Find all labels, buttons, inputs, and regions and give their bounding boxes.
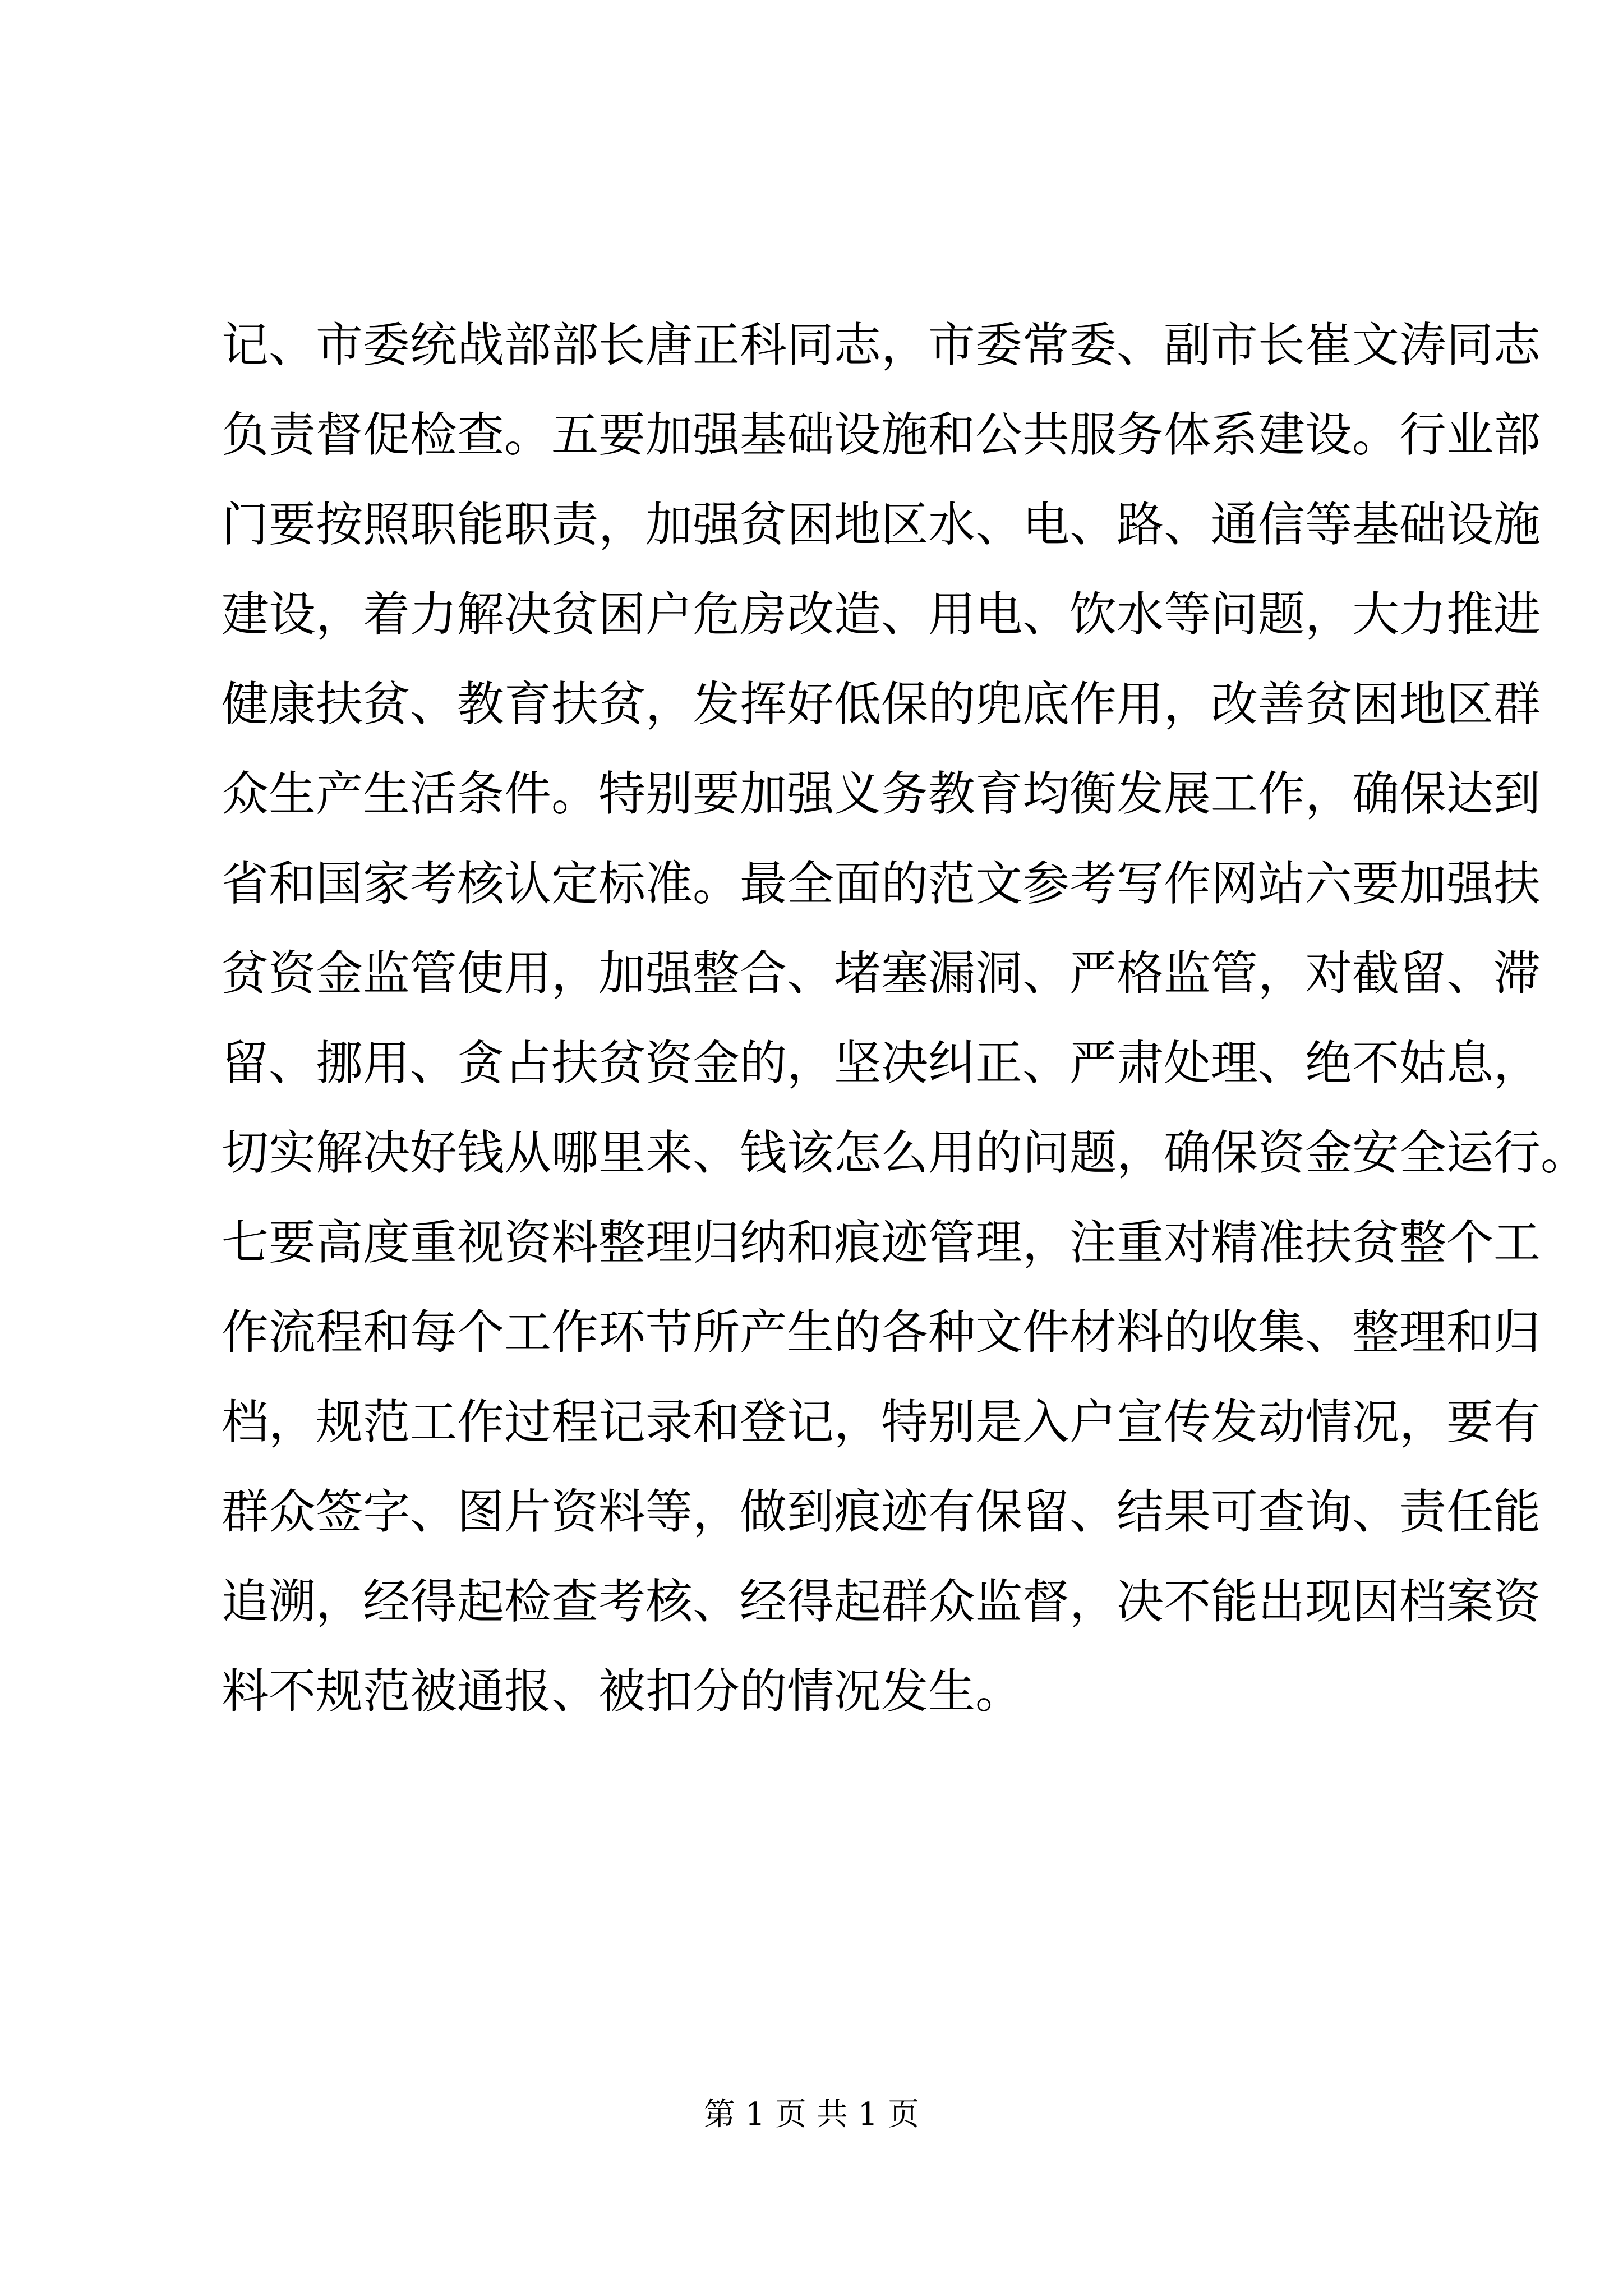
text-line: 留、挪用、贪占扶贫资金的，坚决纠正、严肃处理、绝不姑息， bbox=[222, 1036, 1541, 1091]
text-line: 七要高度重视资料整理归纳和痕迹管理，注重对精准扶贫整个工 bbox=[222, 1215, 1541, 1270]
text-line: 健康扶贫、教育扶贫，发挥好低保的兜底作用，改善贫困地区群 bbox=[222, 677, 1541, 731]
text-line: 负责督促检查。五要加强基础设施和公共服务体系建设。行业部 bbox=[222, 407, 1541, 462]
text-line: 记、市委统战部部长唐正科同志，市委常委、副市长崔文涛同志 bbox=[222, 318, 1541, 372]
text-line: 贫资金监管使用，加强整合、堵塞漏洞、严格监管，对截留、滞 bbox=[222, 946, 1541, 1001]
text-line: 料不规范被通报、被扣分的情况发生。 bbox=[222, 1664, 1023, 1719]
text-line: 众生产生活条件。特别要加强义务教育均衡发展工作，确保达到 bbox=[222, 766, 1541, 821]
text-line: 建设，着力解决贫困户危房改造、用电、饮水等问题，大力推进 bbox=[222, 587, 1541, 642]
body-text bbox=[222, 300, 1588, 1736]
text-line: 群众签字、图片资料等，做到痕迹有保留、结果可查询、责任能 bbox=[222, 1484, 1541, 1539]
text-line: 追溯，经得起检查考核、经得起群众监督，决不能出现因档案资 bbox=[222, 1574, 1541, 1629]
page-footer: 第 1 页 共 1 页 bbox=[703, 2096, 920, 2133]
text-line: 门要按照职能职责，加强贫困地区水、电、路、通信等基础设施 bbox=[222, 497, 1541, 552]
text-line: 切实解决好钱从哪里来、钱该怎么用的问题，确保资金安全运行。 bbox=[222, 1125, 1588, 1180]
text-line: 省和国家考核认定标准。最全面的范文参考写作网站六要加强扶 bbox=[222, 856, 1541, 911]
text-line: 档，规范工作过程记录和登记，特别是入户宣传发动情况，要有 bbox=[222, 1395, 1541, 1450]
text-line: 作流程和每个工作环节所产生的各种文件材料的收集、整理和归 bbox=[222, 1305, 1541, 1360]
